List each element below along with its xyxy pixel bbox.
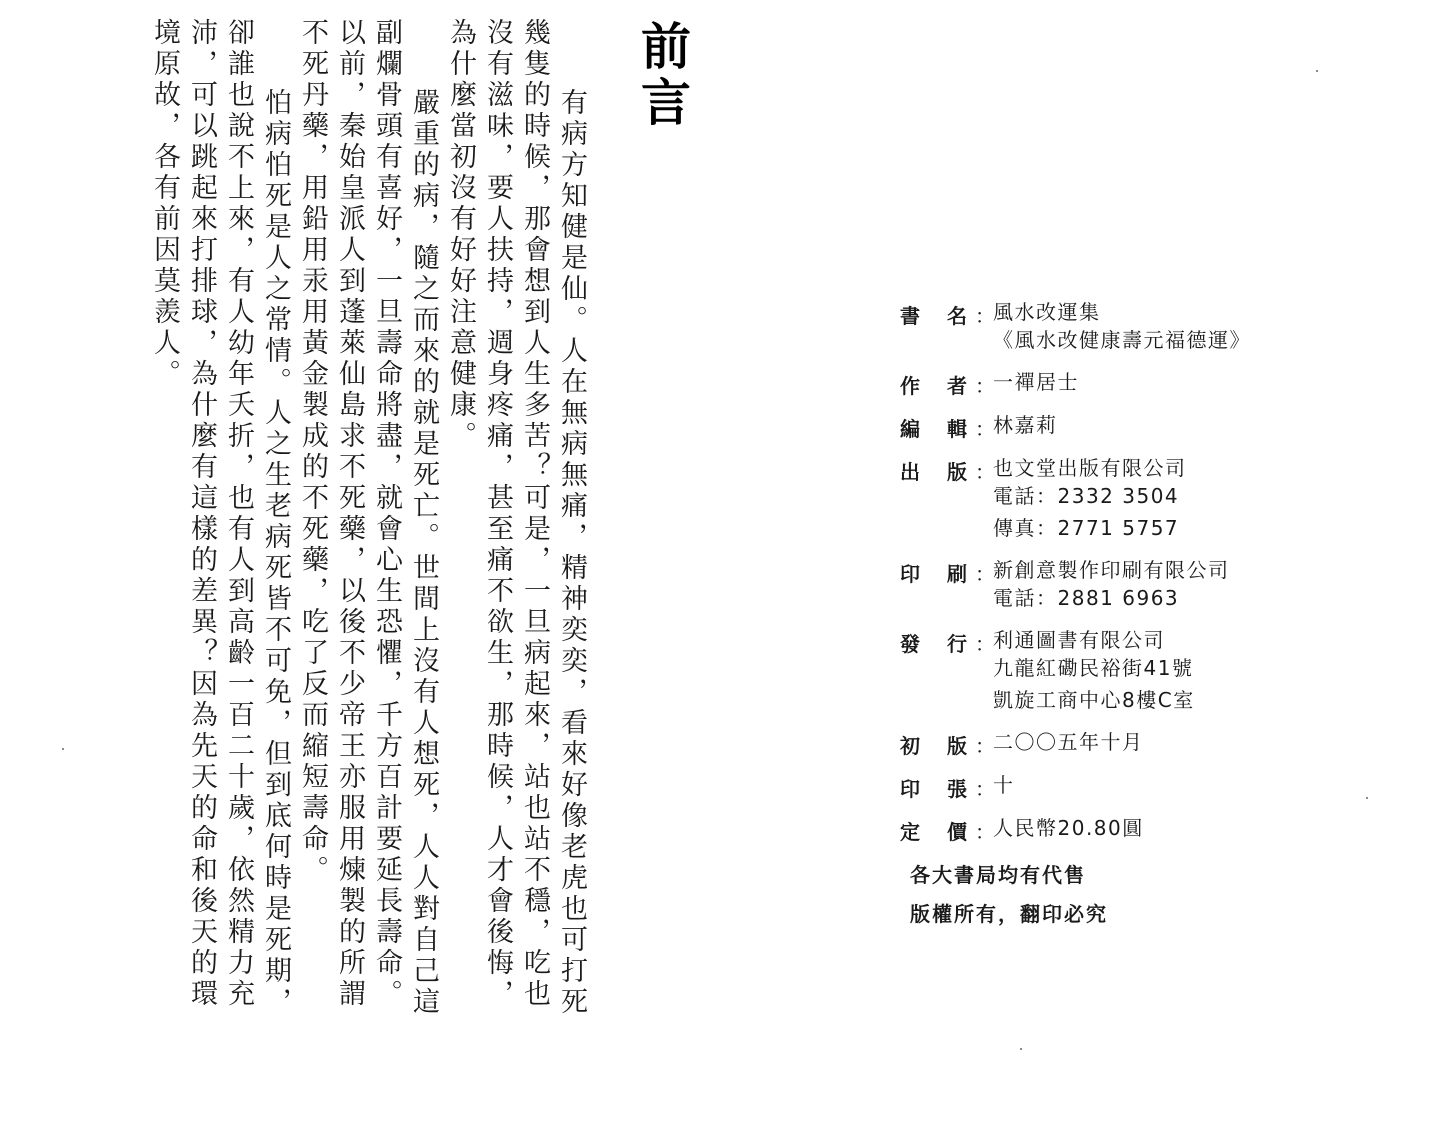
copyright-notice: 版權所有，翻印必究 — [910, 902, 1108, 926]
publisher-phone: 電話：2332 3504 — [993, 484, 1180, 508]
colon: ： — [975, 304, 995, 328]
publisher-name: 也文堂出版有限公司 — [993, 456, 1187, 480]
preface-title: 前言 — [633, 20, 692, 132]
author-name: 一禪居士 — [993, 370, 1079, 394]
colon: ： — [975, 460, 995, 484]
preface-paragraph-2: 嚴重的病，隨之而來的就是死亡。世間上沒有人想死，人人對自己這副爛骨頭有喜好，一旦壽命將盡，就會心生恐懼，千方百計要延長壽命。以前，秦始皇派人到蓬萊仙島求不死藥，以後不少帝王亦服用煉製的所謂不死丹藥，用鉛用汞用黃金製成的不死藥，吃了反而縮短壽命。 — [297, 18, 439, 1019]
colon: ： — [975, 632, 995, 656]
colophon-label — [880, 300, 975, 329]
label-char: 書 — [900, 304, 920, 328]
scan-speck — [1020, 1048, 1022, 1050]
label-char: 定 — [900, 820, 920, 844]
colophon-values — [993, 456, 1187, 544]
colophon-label — [880, 456, 975, 485]
label-char: 刷 — [947, 562, 967, 586]
colophon-label — [880, 773, 975, 802]
price: 人民幣20.80圓 — [993, 816, 1144, 840]
colophon-label — [880, 730, 975, 759]
colophon-label — [880, 628, 975, 657]
colophon-values — [993, 370, 1079, 394]
book-subtitle: 《風水改健康壽元福德運》 — [993, 328, 1251, 352]
colophon — [880, 300, 1400, 927]
colophon-values — [993, 730, 1144, 754]
colophon-row-first-edition — [880, 730, 1400, 759]
colon: ： — [975, 734, 995, 758]
colophon-label — [880, 370, 975, 399]
label-char: 出 — [900, 460, 920, 484]
colon: ： — [975, 820, 995, 844]
colon: ： — [975, 777, 995, 801]
scan-speck — [62, 748, 64, 750]
colon: ： — [975, 562, 995, 586]
preface-body — [146, 18, 590, 1028]
label-char: 初 — [900, 734, 920, 758]
preface-paragraph-3: 怕病怕死是人之常情。人之生老病死皆不可免，但到底何時是死期，卻誰也說不上來，有人幼年夭折，也有人到高齡一百二十歲，依然精力充沛，可以跳起來打排球，為什麼有這樣的差異？因為先天的命和後天的環境原故，各有前因莫羨人。 — [149, 18, 291, 1019]
label-char: 印 — [900, 777, 920, 801]
sheet-count: 十 — [993, 773, 1015, 797]
colon: ： — [975, 417, 995, 441]
colophon-label — [880, 413, 975, 442]
label-char: 編 — [900, 417, 920, 441]
label-char: 價 — [947, 820, 967, 844]
colophon-label — [880, 816, 975, 845]
colophon-values — [993, 628, 1195, 716]
colophon-values — [993, 300, 1251, 356]
sales-notice: 各大書局均有代售 — [910, 863, 1086, 887]
publisher-fax: 傳真：2771 5757 — [993, 516, 1180, 540]
label-char: 版 — [947, 460, 967, 484]
colophon-label — [880, 558, 975, 587]
colophon-row-editor — [880, 413, 1400, 442]
colophon-row-publisher — [880, 456, 1400, 544]
colophon-row-sheets — [880, 773, 1400, 802]
preface-paragraph-1: 有病方知健是仙。人在無病無痛，精神奕奕，看來好像老虎也可打死幾隻的時候，那會想到人生多苦？可是，一旦病起來，站也站不穩，吃也沒有滋味，要人扶持，週身疼痛，甚至痛不欲生，那時候，人才會後悔，為什麼當初沒有好好注意健康。 — [445, 18, 587, 1019]
left-page — [0, 0, 700, 1122]
label-char: 張 — [947, 777, 967, 801]
colophon-row-title — [880, 300, 1400, 356]
scan-speck — [1316, 70, 1318, 72]
colophon-values — [993, 558, 1230, 614]
label-char: 作 — [900, 374, 920, 398]
editor-name: 林嘉莉 — [993, 413, 1058, 437]
distributor-address-1: 九龍紅磡民裕街41號 — [993, 656, 1194, 680]
book-title: 風水改運集 — [993, 300, 1101, 324]
label-char: 者 — [947, 374, 967, 398]
label-char: 版 — [947, 734, 967, 758]
label-char: 印 — [900, 562, 920, 586]
colophon-row-printer — [880, 558, 1400, 614]
printer-phone: 電話：2881 6963 — [993, 586, 1180, 610]
scan-speck — [1366, 797, 1368, 799]
label-char: 輯 — [947, 417, 967, 441]
edition-date: 二〇〇五年十月 — [993, 730, 1144, 754]
colophon-values — [993, 816, 1144, 840]
label-char: 名 — [947, 304, 967, 328]
distributor-name: 利通圖書有限公司 — [993, 628, 1165, 652]
colophon-values — [993, 773, 1015, 797]
colon: ： — [975, 374, 995, 398]
label-char: 行 — [947, 632, 967, 656]
label-char: 發 — [900, 632, 920, 656]
printer-name: 新創意製作印刷有限公司 — [993, 558, 1230, 582]
distributor-address-2: 凱旋工商中心8樓C室 — [993, 688, 1195, 712]
colophon-row-author — [880, 370, 1400, 399]
colophon-values — [993, 413, 1058, 437]
colophon-row-distributor — [880, 628, 1400, 716]
colophon-row-price — [880, 816, 1400, 845]
